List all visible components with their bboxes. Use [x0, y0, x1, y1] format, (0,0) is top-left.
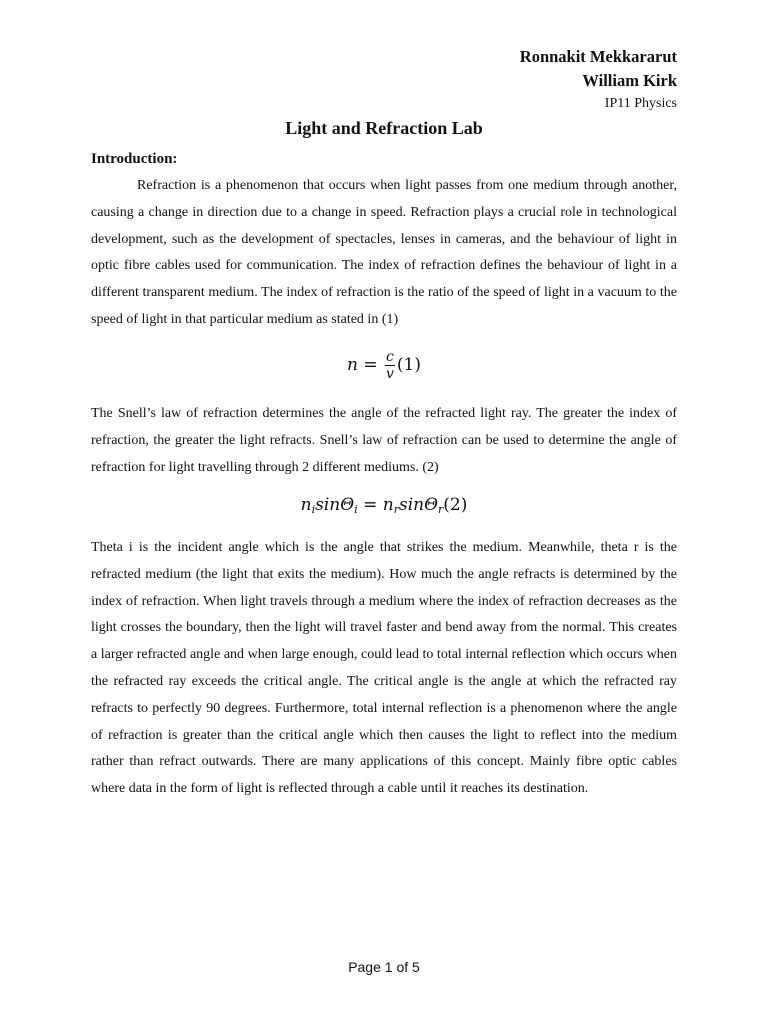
equation-operator: =	[363, 495, 378, 515]
equation-number: (1)	[396, 355, 421, 375]
body-paragraph: The Snell’s law of refraction determines the angle of the refracted light ray. The greater the index of refraction, the greater the light refracts. Snell’s law of refraction can be used to determine the angle of refraction for light travelling through 2 different mediums. (2)	[91, 406, 677, 475]
body-paragraph: Refraction is a phenomenon that occurs when light passes from one medium through another, causing a change in direction due to a change in speed. Refraction plays a crucial role in technological development, such as the development of spectacles, lenses in cameras, and the behaviour of light in optic fibre cables used for communication. The index of refraction defines the behaviour of light in a different transparent medium. The index of refraction is the ratio of the speed of light in a vacuum to the speed of light in that particular medium as stated in (1)	[91, 178, 677, 327]
author-name: Ronnakit Mekkararut	[519, 47, 677, 66]
course-label: IP11 Physics	[604, 96, 677, 111]
author-name: William Kirk	[582, 71, 677, 90]
equation-subscript: r	[393, 503, 399, 516]
equation-symbol: n	[300, 495, 312, 515]
equation-snells-law	[0, 493, 768, 517]
section-heading: Introduction:	[91, 151, 178, 167]
equation-subscript: i	[311, 503, 316, 516]
fraction-numerator: c	[386, 349, 394, 365]
equation-subscript: i	[354, 503, 358, 516]
equation-term: sinΘ	[315, 495, 355, 515]
equation-fraction	[385, 349, 395, 382]
equation-operator: =	[363, 355, 378, 375]
equation-subscript: r	[438, 503, 444, 516]
equation-symbol: n	[347, 355, 358, 375]
equation-symbol: n	[382, 495, 394, 515]
equation-index-of-refraction	[0, 349, 768, 382]
document-title: Light and Refraction Lab	[285, 118, 483, 138]
page-number: Page 1 of 5	[348, 959, 420, 975]
equation-number: (2)	[443, 495, 468, 515]
fraction-denominator: v	[385, 366, 394, 382]
equation-term: sinΘ	[398, 495, 439, 515]
body-paragraph: Theta i is the incident angle which is the angle that strikes the medium. Meanwhile, theta r is the refracted medium (the light that exits the medium). How much the angle refracts is determined by the index of refraction. When light travels through a medium where the index of refraction decreases as the light crosses the boundary, then the light will travel faster and bend away from the normal. This creates a larger refracted angle and when large enough, could lead to total internal reflection which occurs when the refracted ray exceeds the critical angle. The critical angle is the angle at which the refracted ray refracts to perfectly 90 degrees. Furthermore, total internal reflection is a phenomenon where the angle of refraction is greater than the critical angle which then causes the light to reflect into the medium rather than refract outwards. There are many applications of this concept. Mainly fibre optic cables where data in the form of light is reflected through a cable until it reaches its destination.	[91, 540, 677, 797]
